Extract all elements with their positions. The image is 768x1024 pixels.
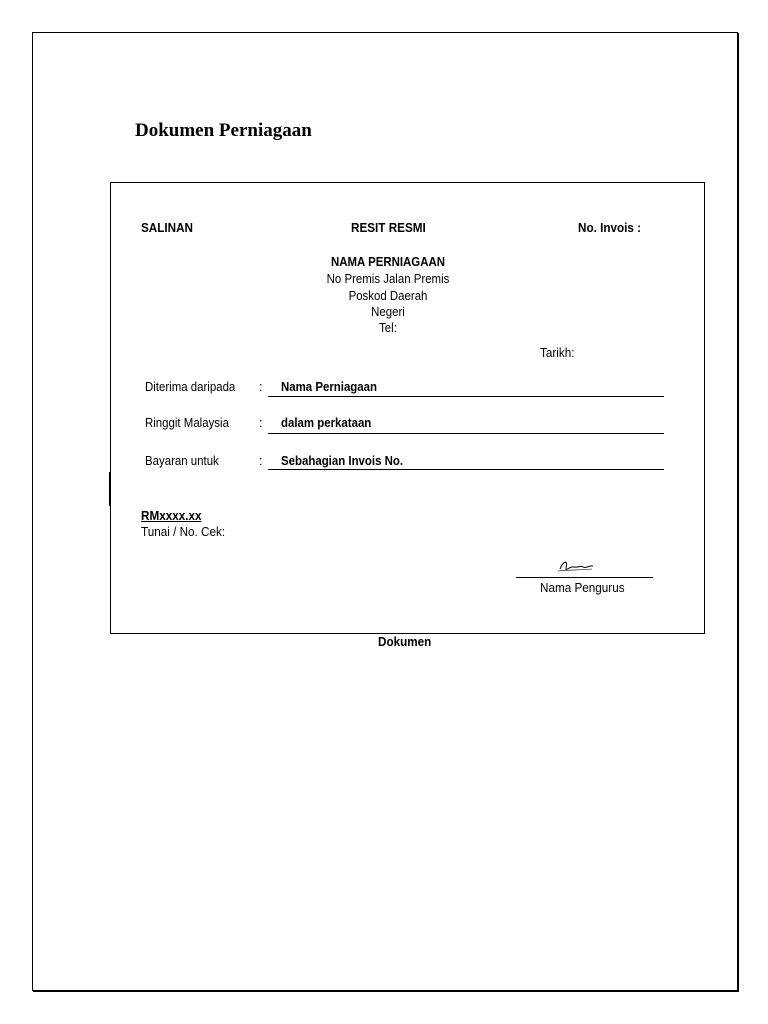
row-colon: : [259,415,263,430]
business-name: NAMA PERNIAGAAN [331,254,445,269]
date-label: Tarikh: [540,345,575,360]
business-address-line: No Premis Jalan Premis [326,271,450,286]
business-address-line: Poskod Daerah [348,288,428,303]
payment-method-label: Tunai / No. Cek: [141,524,226,539]
amount-words-label: Ringgit Malaysia [145,415,229,430]
amount-words-value: dalam perkataan [281,415,372,430]
received-from-label: Diterima daripada [145,379,236,394]
received-from-value: Nama Perniagaan [281,379,378,394]
signatory-label: Nama Pengurus [540,580,625,595]
document-title: Dokumen Perniagaan [135,120,312,141]
row-colon: : [259,379,263,394]
row-colon: : [259,453,263,468]
business-address-line: Negeri [371,304,405,319]
amount-figure: RMxxxx.xx [141,508,202,523]
receipt-box [110,182,705,634]
payment-for-value: Sebahagian Invois No. [281,453,404,468]
field-underline [268,433,664,434]
copy-label: SALINAN [141,220,194,235]
signature-line [516,577,653,578]
invoice-number-label: No. Invois : [578,220,642,235]
business-tel-label: Tel: [379,320,397,335]
receipt-title: RESIT RESMI [351,220,426,235]
payment-for-label: Bayaran untuk [145,453,219,468]
margin-tick [109,472,110,506]
field-underline [268,396,664,397]
footer-label: Dokumen [378,634,432,649]
field-underline [268,469,664,470]
signature-icon [556,556,596,574]
